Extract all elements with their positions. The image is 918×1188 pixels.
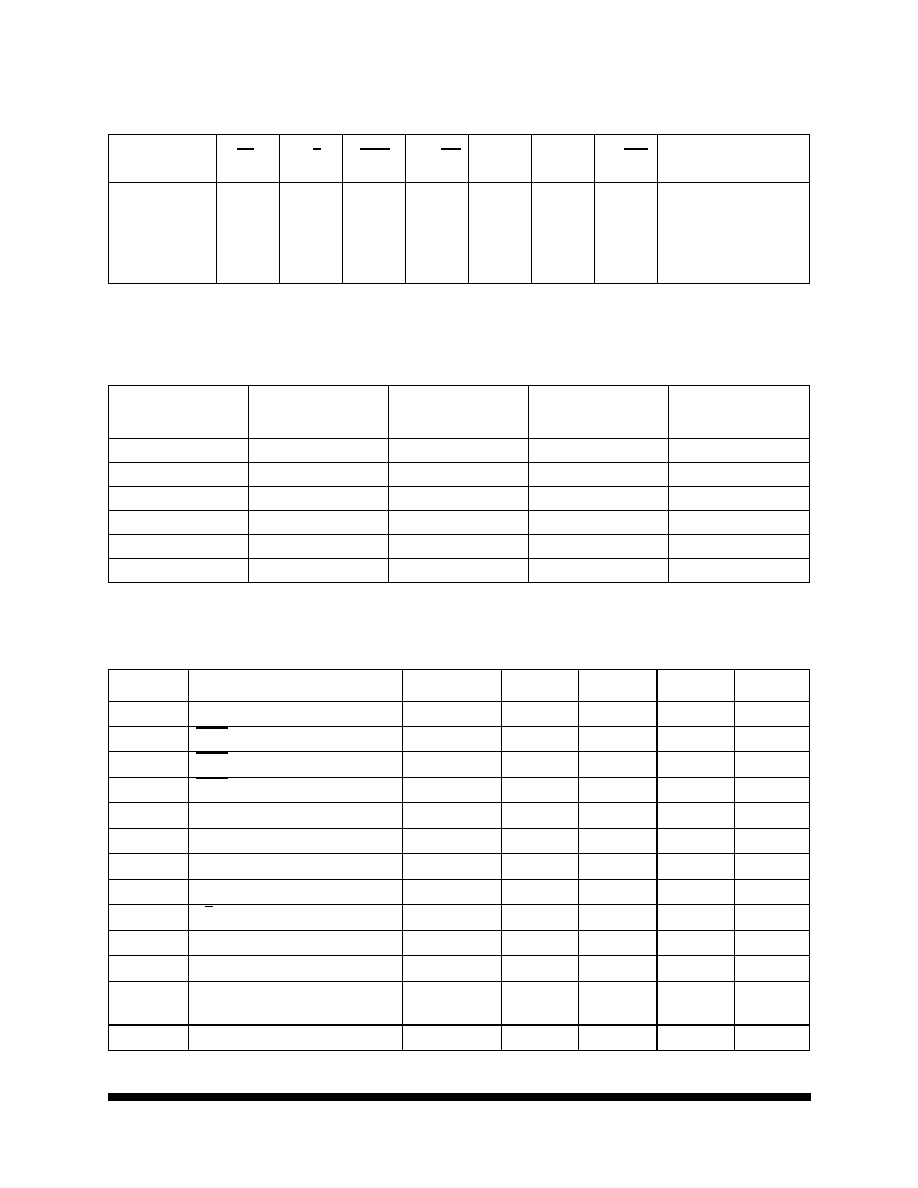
row-divider	[109, 802, 809, 803]
column-divider	[216, 135, 217, 283]
parameter-table	[108, 669, 810, 1051]
column-divider	[656, 670, 658, 1050]
column-divider	[342, 135, 343, 283]
active-low-overbar	[237, 148, 254, 150]
active-low-overbar	[196, 752, 228, 754]
row-divider	[109, 462, 809, 463]
column-divider	[188, 670, 189, 1050]
pin-state-table	[108, 134, 810, 284]
column-divider	[501, 670, 502, 1050]
column-divider	[279, 135, 280, 283]
column-divider	[594, 135, 595, 283]
active-low-overbar	[624, 148, 648, 150]
active-low-overbar	[313, 148, 321, 150]
row-divider	[109, 701, 809, 702]
row-divider	[109, 1024, 809, 1026]
column-divider	[531, 135, 532, 283]
footer-rule	[108, 1093, 811, 1101]
row-divider	[109, 930, 809, 931]
row-divider	[109, 904, 809, 905]
active-low-overbar	[196, 727, 228, 729]
active-low-overbar	[196, 777, 228, 779]
active-low-overbar	[360, 148, 390, 150]
column-divider	[578, 670, 579, 1050]
column-divider	[248, 386, 249, 582]
column-divider	[402, 670, 403, 1050]
row-divider	[109, 853, 809, 854]
column-divider	[528, 386, 529, 582]
column-divider	[468, 135, 469, 283]
header-row-divider	[109, 182, 809, 183]
column-divider	[388, 386, 389, 582]
row-divider	[109, 879, 809, 880]
active-low-overbar	[205, 906, 213, 907]
column-divider	[657, 135, 658, 283]
column-divider	[734, 670, 735, 1050]
row-divider	[109, 438, 809, 439]
column-divider	[405, 135, 406, 283]
row-divider	[109, 558, 809, 559]
row-divider	[109, 534, 809, 535]
row-divider	[109, 828, 809, 829]
row-divider	[109, 955, 809, 956]
column-divider	[668, 386, 669, 582]
mode-table	[108, 385, 810, 583]
row-divider	[109, 510, 809, 511]
row-divider	[109, 486, 809, 487]
row-divider	[109, 981, 809, 982]
active-low-overbar	[441, 148, 461, 150]
